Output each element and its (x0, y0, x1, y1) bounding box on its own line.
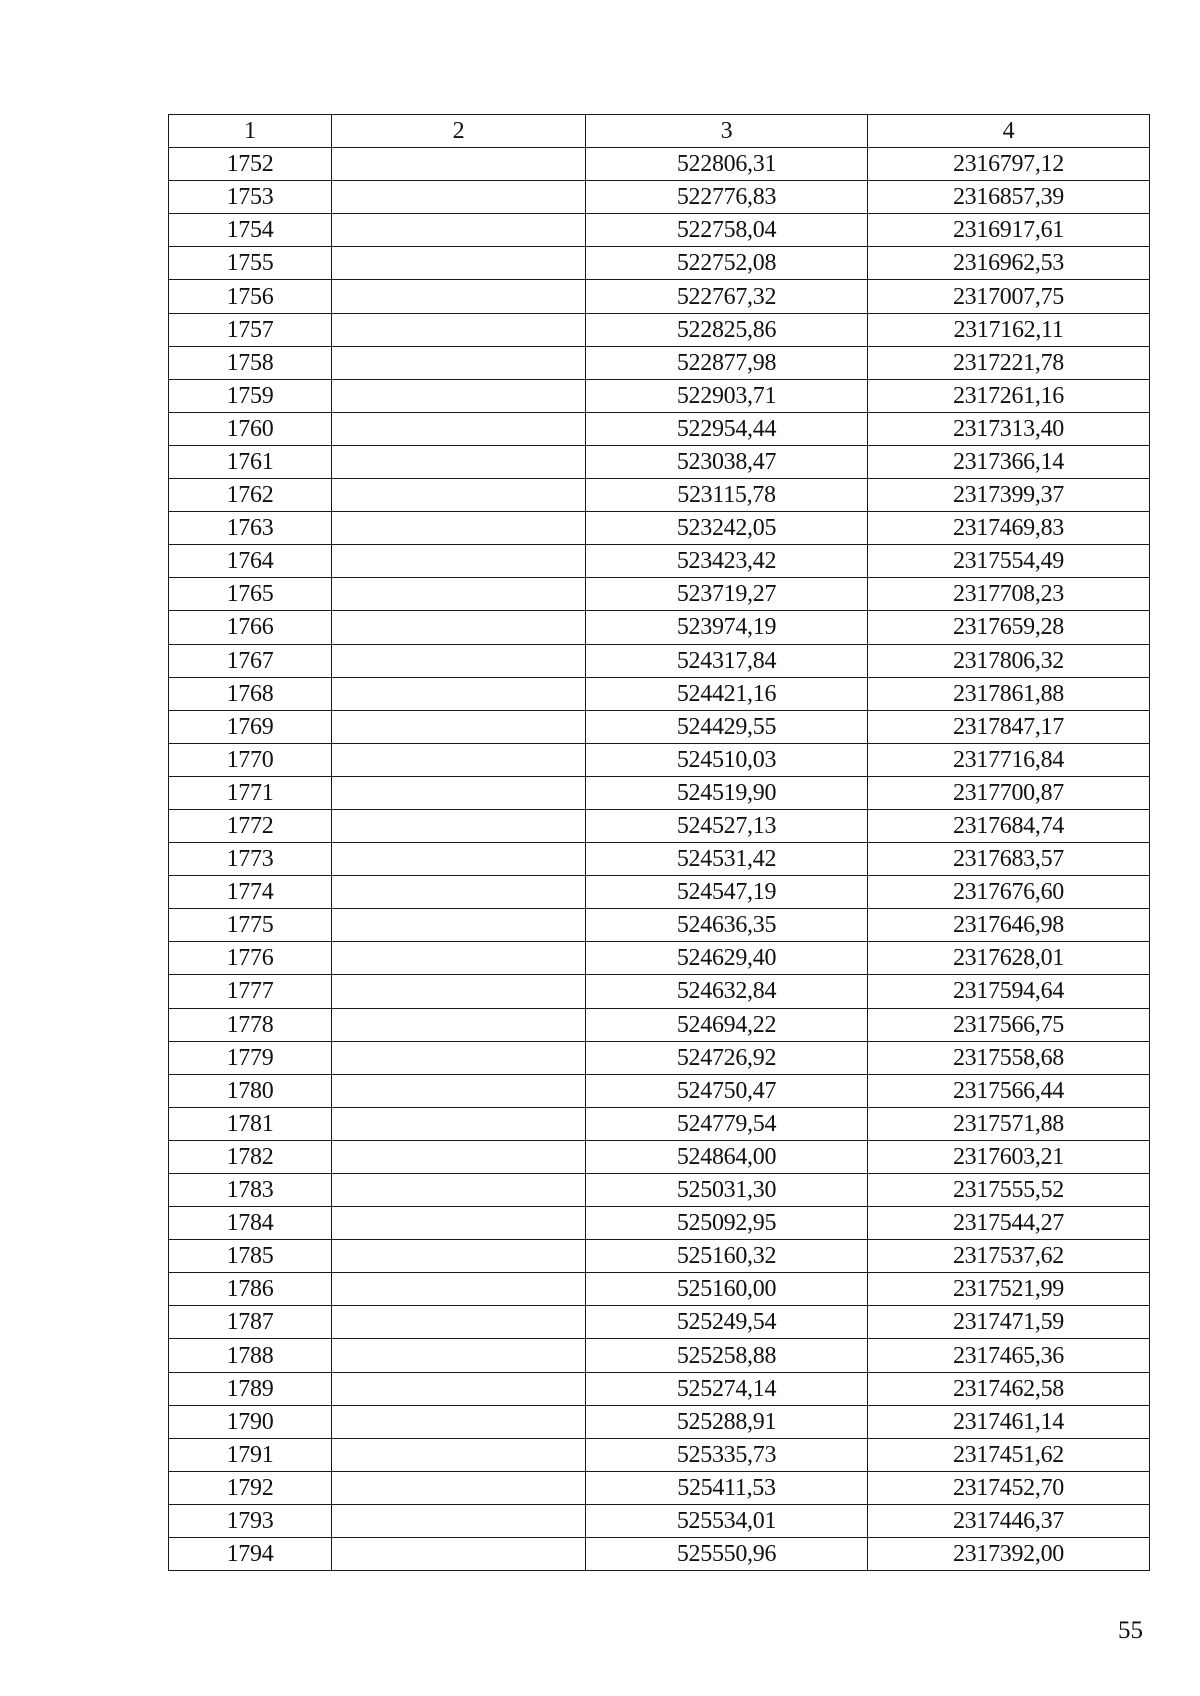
table-body (169, 148, 1150, 1571)
y-coordinate-cell: 2317603,21 (868, 1140, 1150, 1173)
point-number-cell: 1780 (169, 1074, 332, 1107)
y-coordinate-cell: 2317462,58 (868, 1372, 1150, 1405)
table-row (169, 545, 1150, 578)
x-coordinate-cell: 522776,83 (586, 181, 868, 214)
y-coordinate-cell: 2317566,44 (868, 1074, 1150, 1107)
x-coordinate-cell: 525288,91 (586, 1405, 868, 1438)
y-coordinate-cell: 2316857,39 (868, 181, 1150, 214)
y-coordinate-cell: 2317469,83 (868, 512, 1150, 545)
y-coordinate-cell: 2317594,64 (868, 975, 1150, 1008)
table-row (169, 1174, 1150, 1207)
description-cell (332, 1405, 586, 1438)
point-number-cell: 1767 (169, 644, 332, 677)
x-coordinate-cell: 523242,05 (586, 512, 868, 545)
description-cell (332, 412, 586, 445)
y-coordinate-cell: 2317446,37 (868, 1504, 1150, 1537)
x-coordinate-cell: 524519,90 (586, 776, 868, 809)
x-coordinate-cell: 522954,44 (586, 412, 868, 445)
description-cell (332, 1041, 586, 1074)
column-header-2: 2 (332, 115, 586, 148)
description-cell (332, 1240, 586, 1273)
x-coordinate-cell: 525031,30 (586, 1174, 868, 1207)
x-coordinate-cell: 525160,32 (586, 1240, 868, 1273)
x-coordinate-cell: 523974,19 (586, 611, 868, 644)
y-coordinate-cell: 2317399,37 (868, 479, 1150, 512)
table-row (169, 1008, 1150, 1041)
table-row (169, 909, 1150, 942)
description-cell (332, 512, 586, 545)
x-coordinate-cell: 524527,13 (586, 809, 868, 842)
table-row (169, 876, 1150, 909)
x-coordinate-cell: 524531,42 (586, 843, 868, 876)
table-row (169, 1405, 1150, 1438)
point-number-cell: 1784 (169, 1207, 332, 1240)
point-number-cell: 1788 (169, 1339, 332, 1372)
table-row (169, 677, 1150, 710)
table-row (169, 743, 1150, 776)
table-row (169, 1273, 1150, 1306)
x-coordinate-cell: 524421,16 (586, 677, 868, 710)
table-row (169, 1107, 1150, 1140)
y-coordinate-cell: 2317007,75 (868, 280, 1150, 313)
table-row (169, 975, 1150, 1008)
y-coordinate-cell: 2317366,14 (868, 445, 1150, 478)
y-coordinate-cell: 2317221,78 (868, 346, 1150, 379)
y-coordinate-cell: 2317716,84 (868, 743, 1150, 776)
description-cell (332, 148, 586, 181)
table-row (169, 1207, 1150, 1240)
description-cell (332, 247, 586, 280)
description-cell (332, 545, 586, 578)
point-number-cell: 1782 (169, 1140, 332, 1173)
table-row (169, 412, 1150, 445)
point-number-cell: 1762 (169, 479, 332, 512)
y-coordinate-cell: 2316962,53 (868, 247, 1150, 280)
y-coordinate-cell: 2317471,59 (868, 1306, 1150, 1339)
description-cell (332, 1107, 586, 1140)
description-cell (332, 1372, 586, 1405)
point-number-cell: 1766 (169, 611, 332, 644)
x-coordinate-cell: 524750,47 (586, 1074, 868, 1107)
y-coordinate-cell: 2317465,36 (868, 1339, 1150, 1372)
x-coordinate-cell: 524429,55 (586, 710, 868, 743)
description-cell (332, 578, 586, 611)
point-number-cell: 1773 (169, 843, 332, 876)
point-number-cell: 1753 (169, 181, 332, 214)
description-cell (332, 1207, 586, 1240)
point-number-cell: 1781 (169, 1107, 332, 1140)
point-number-cell: 1756 (169, 280, 332, 313)
y-coordinate-cell: 2317708,23 (868, 578, 1150, 611)
point-number-cell: 1768 (169, 677, 332, 710)
point-number-cell: 1765 (169, 578, 332, 611)
point-number-cell: 1785 (169, 1240, 332, 1273)
x-coordinate-cell: 524726,92 (586, 1041, 868, 1074)
table-row (169, 1372, 1150, 1405)
y-coordinate-cell: 2317847,17 (868, 710, 1150, 743)
description-cell (332, 776, 586, 809)
y-coordinate-cell: 2317521,99 (868, 1273, 1150, 1306)
description-cell (332, 214, 586, 247)
point-number-cell: 1761 (169, 445, 332, 478)
description-cell (332, 876, 586, 909)
table-row (169, 942, 1150, 975)
description-cell (332, 909, 586, 942)
y-coordinate-cell: 2317683,57 (868, 843, 1150, 876)
point-number-cell: 1776 (169, 942, 332, 975)
point-number-cell: 1787 (169, 1306, 332, 1339)
table-row (169, 512, 1150, 545)
y-coordinate-cell: 2317659,28 (868, 611, 1150, 644)
description-cell (332, 1074, 586, 1107)
point-number-cell: 1772 (169, 809, 332, 842)
table-row (169, 644, 1150, 677)
x-coordinate-cell: 524636,35 (586, 909, 868, 942)
x-coordinate-cell: 525335,73 (586, 1438, 868, 1471)
y-coordinate-cell: 2317676,60 (868, 876, 1150, 909)
table-row (169, 1240, 1150, 1273)
point-number-cell: 1764 (169, 545, 332, 578)
description-cell (332, 710, 586, 743)
description-cell (332, 445, 586, 478)
point-number-cell: 1775 (169, 909, 332, 942)
table-row (169, 1140, 1150, 1173)
y-coordinate-cell: 2317554,49 (868, 545, 1150, 578)
description-cell (332, 942, 586, 975)
x-coordinate-cell: 525534,01 (586, 1504, 868, 1537)
x-coordinate-cell: 524629,40 (586, 942, 868, 975)
y-coordinate-cell: 2317392,00 (868, 1538, 1150, 1571)
x-coordinate-cell: 524694,22 (586, 1008, 868, 1041)
y-coordinate-cell: 2317461,14 (868, 1405, 1150, 1438)
x-coordinate-cell: 525274,14 (586, 1372, 868, 1405)
description-cell (332, 644, 586, 677)
description-cell (332, 1339, 586, 1372)
column-header-1: 1 (169, 115, 332, 148)
table-row (169, 1471, 1150, 1504)
point-number-cell: 1786 (169, 1273, 332, 1306)
table-row (169, 809, 1150, 842)
y-coordinate-cell: 2317684,74 (868, 809, 1150, 842)
x-coordinate-cell: 522767,32 (586, 280, 868, 313)
x-coordinate-cell: 522825,86 (586, 313, 868, 346)
y-coordinate-cell: 2317700,87 (868, 776, 1150, 809)
point-number-cell: 1778 (169, 1008, 332, 1041)
y-coordinate-cell: 2316797,12 (868, 148, 1150, 181)
x-coordinate-cell: 523719,27 (586, 578, 868, 611)
y-coordinate-cell: 2317646,98 (868, 909, 1150, 942)
y-coordinate-cell: 2317571,88 (868, 1107, 1150, 1140)
point-number-cell: 1757 (169, 313, 332, 346)
table-row (169, 346, 1150, 379)
x-coordinate-cell: 522877,98 (586, 346, 868, 379)
description-cell (332, 611, 586, 644)
x-coordinate-cell: 522903,71 (586, 379, 868, 412)
x-coordinate-cell: 524864,00 (586, 1140, 868, 1173)
x-coordinate-cell: 522758,04 (586, 214, 868, 247)
table-row (169, 313, 1150, 346)
description-cell (332, 677, 586, 710)
point-number-cell: 1769 (169, 710, 332, 743)
coordinates-table (168, 114, 1150, 1571)
y-coordinate-cell: 2317806,32 (868, 644, 1150, 677)
point-number-cell: 1774 (169, 876, 332, 909)
x-coordinate-cell: 525249,54 (586, 1306, 868, 1339)
description-cell (332, 313, 586, 346)
column-header-4: 4 (868, 115, 1150, 148)
point-number-cell: 1783 (169, 1174, 332, 1207)
point-number-cell: 1794 (169, 1538, 332, 1571)
description-cell (332, 1140, 586, 1173)
description-cell (332, 743, 586, 776)
x-coordinate-cell: 524547,19 (586, 876, 868, 909)
x-coordinate-cell: 525092,95 (586, 1207, 868, 1240)
description-cell (332, 479, 586, 512)
x-coordinate-cell: 524317,84 (586, 644, 868, 677)
page-number: 55 (1118, 1617, 1143, 1644)
x-coordinate-cell: 524779,54 (586, 1107, 868, 1140)
table-row (169, 776, 1150, 809)
y-coordinate-cell: 2317452,70 (868, 1471, 1150, 1504)
x-coordinate-cell: 523038,47 (586, 445, 868, 478)
y-coordinate-cell: 2317555,52 (868, 1174, 1150, 1207)
description-cell (332, 975, 586, 1008)
table-row (169, 1504, 1150, 1537)
point-number-cell: 1760 (169, 412, 332, 445)
description-cell (332, 379, 586, 412)
table-row (169, 1538, 1150, 1571)
description-cell (332, 1008, 586, 1041)
point-number-cell: 1770 (169, 743, 332, 776)
x-coordinate-cell: 522806,31 (586, 148, 868, 181)
x-coordinate-cell: 525258,88 (586, 1339, 868, 1372)
table-row (169, 1306, 1150, 1339)
point-number-cell: 1777 (169, 975, 332, 1008)
x-coordinate-cell: 524632,84 (586, 975, 868, 1008)
table-row (169, 578, 1150, 611)
table-row (169, 379, 1150, 412)
x-coordinate-cell: 523115,78 (586, 479, 868, 512)
y-coordinate-cell: 2317566,75 (868, 1008, 1150, 1041)
point-number-cell: 1793 (169, 1504, 332, 1537)
description-cell (332, 1273, 586, 1306)
description-cell (332, 1438, 586, 1471)
table-row (169, 1438, 1150, 1471)
y-coordinate-cell: 2317628,01 (868, 942, 1150, 975)
description-cell (332, 280, 586, 313)
description-cell (332, 843, 586, 876)
description-cell (332, 1174, 586, 1207)
point-number-cell: 1771 (169, 776, 332, 809)
point-number-cell: 1754 (169, 214, 332, 247)
x-coordinate-cell: 524510,03 (586, 743, 868, 776)
x-coordinate-cell: 525160,00 (586, 1273, 868, 1306)
point-number-cell: 1752 (169, 148, 332, 181)
description-cell (332, 1471, 586, 1504)
point-number-cell: 1759 (169, 379, 332, 412)
y-coordinate-cell: 2317261,16 (868, 379, 1150, 412)
table-row (169, 479, 1150, 512)
table-row (169, 148, 1150, 181)
x-coordinate-cell: 522752,08 (586, 247, 868, 280)
point-number-cell: 1791 (169, 1438, 332, 1471)
y-coordinate-cell: 2316917,61 (868, 214, 1150, 247)
x-coordinate-cell: 523423,42 (586, 545, 868, 578)
table-row (169, 1041, 1150, 1074)
description-cell (332, 1538, 586, 1571)
point-number-cell: 1789 (169, 1372, 332, 1405)
y-coordinate-cell: 2317544,27 (868, 1207, 1150, 1240)
y-coordinate-cell: 2317451,62 (868, 1438, 1150, 1471)
description-cell (332, 1306, 586, 1339)
table-row (169, 247, 1150, 280)
table-row (169, 1074, 1150, 1107)
table-row (169, 214, 1150, 247)
y-coordinate-cell: 2317861,88 (868, 677, 1150, 710)
table-row (169, 445, 1150, 478)
point-number-cell: 1792 (169, 1471, 332, 1504)
description-cell (332, 1504, 586, 1537)
y-coordinate-cell: 2317162,11 (868, 313, 1150, 346)
point-number-cell: 1779 (169, 1041, 332, 1074)
x-coordinate-cell: 525550,96 (586, 1538, 868, 1571)
table-row (169, 611, 1150, 644)
point-number-cell: 1790 (169, 1405, 332, 1438)
point-number-cell: 1758 (169, 346, 332, 379)
table-row (169, 1339, 1150, 1372)
description-cell (332, 346, 586, 379)
y-coordinate-cell: 2317313,40 (868, 412, 1150, 445)
table-header-row (169, 115, 1150, 148)
x-coordinate-cell: 525411,53 (586, 1471, 868, 1504)
y-coordinate-cell: 2317537,62 (868, 1240, 1150, 1273)
table-row (169, 280, 1150, 313)
point-number-cell: 1755 (169, 247, 332, 280)
description-cell (332, 181, 586, 214)
description-cell (332, 809, 586, 842)
table-row (169, 843, 1150, 876)
table-row (169, 181, 1150, 214)
point-number-cell: 1763 (169, 512, 332, 545)
y-coordinate-cell: 2317558,68 (868, 1041, 1150, 1074)
table-row (169, 710, 1150, 743)
column-header-3: 3 (586, 115, 868, 148)
